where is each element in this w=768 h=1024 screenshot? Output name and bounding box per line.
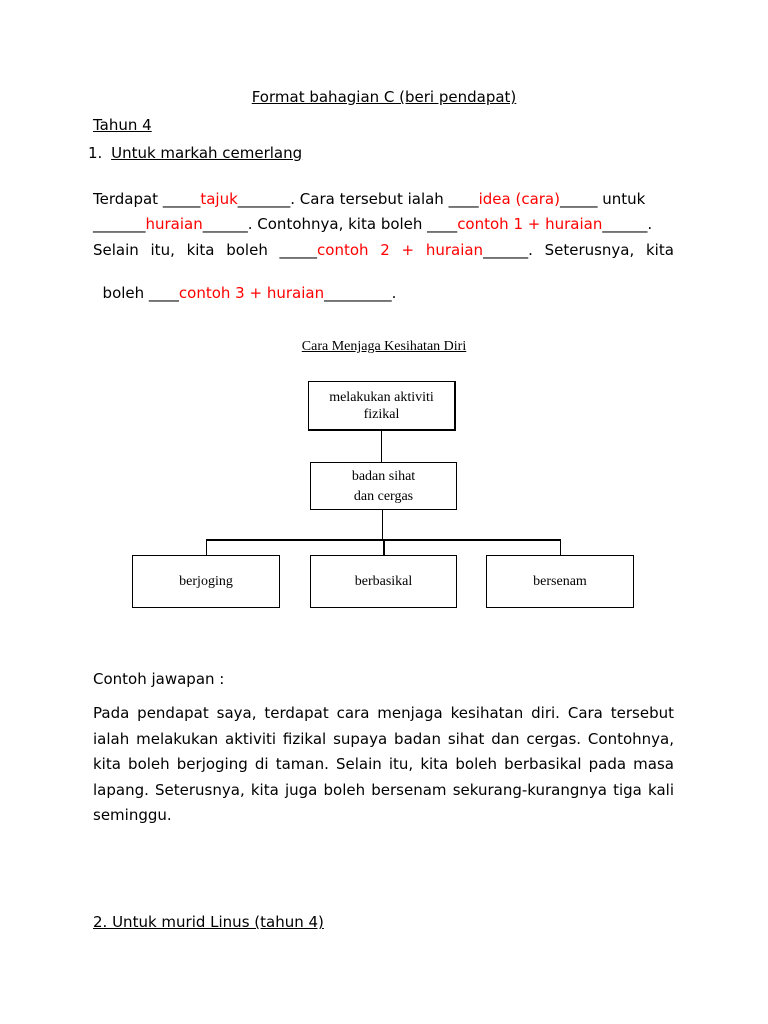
template-line-2-text: _______huraian______. Contohnya, kita boleh ____contoh 1 + huraian______. [93,215,653,233]
connector-leaf-center [383,540,385,555]
diagram-middle-box [310,462,457,510]
word: Seterusnya, [544,241,635,259]
diagram-title: Cara Menjaga Kesihatan Diri [301,339,467,354]
diagram-top-box [308,381,456,431]
template-line-1-text: Terdapat _____tajuk_______. Cara tersebut ialah ____idea (cara)_____ untuk [93,190,646,208]
placeholder-huraian: huraian [145,215,203,233]
year-label: Tahun 4 [93,116,152,134]
leaf-berbasikal-label: berbasikal [354,574,413,589]
word: boleh [226,241,268,259]
section2-heading: 2. Untuk murid Linus (tahun 4) [93,913,324,931]
template-line-3 [93,241,674,259]
word: huraian______. [425,241,533,259]
diagram-leaf-box [310,555,457,608]
diagram-middle-box-line2: dan cergas [353,488,414,504]
word: kita [186,241,215,259]
word: + [401,241,415,259]
connector-middle [382,510,383,540]
word: Selain [93,241,139,259]
placeholder-idea: idea (cara) [478,190,560,208]
placeholder-tajuk: tajuk [200,190,238,208]
section1-heading [88,144,302,162]
word: 2 [380,241,390,259]
template-line-2 [93,215,674,233]
connector-leaf-right [560,540,561,555]
template-line-4: boleh ____contoh 3 + huraian_________. [102,284,397,302]
leaf-bersenam-label: bersenam [533,574,587,589]
leaf-berjoging-label: berjoging [179,574,233,589]
word: kita [646,241,674,259]
connector-leaf-left [206,540,207,555]
diagram-middle-box-line1: badan sihat [351,468,416,484]
connector-top [381,431,382,462]
section1-number: 1. [88,144,103,162]
placeholder-contoh-3: contoh 3 + huraian [178,284,325,302]
placeholder-contoh-2: _____contoh [279,241,369,259]
example-label: Contoh jawapan : [93,670,225,688]
section1-title: Untuk markah cemerlang [111,144,303,162]
diagram-leaf-box [132,555,280,608]
diagram-top-box-label: melakukan aktiviti fizikal [329,389,434,422]
template-line-1 [93,190,674,208]
placeholder-contoh-1: contoh 1 + huraian [457,215,603,233]
diagram-leaf-box [486,555,634,608]
document-heading: Format bahagian C (beri pendapat) [251,88,517,106]
example-paragraph: Pada pendapat saya, terdapat cara menjaga kesihatan diri. Cara tersebut ialah melakukan aktiviti fizikal supaya badan sihat dan cergas. Contohnya, kita boleh berjoging di taman. Selain itu, kita boleh berbasikal pada masa lapang. Seterusnya, kita juga boleh bersenam sekurang-kurangnya tiga kali seminggu. [93,704,674,825]
word: itu, [150,241,175,259]
